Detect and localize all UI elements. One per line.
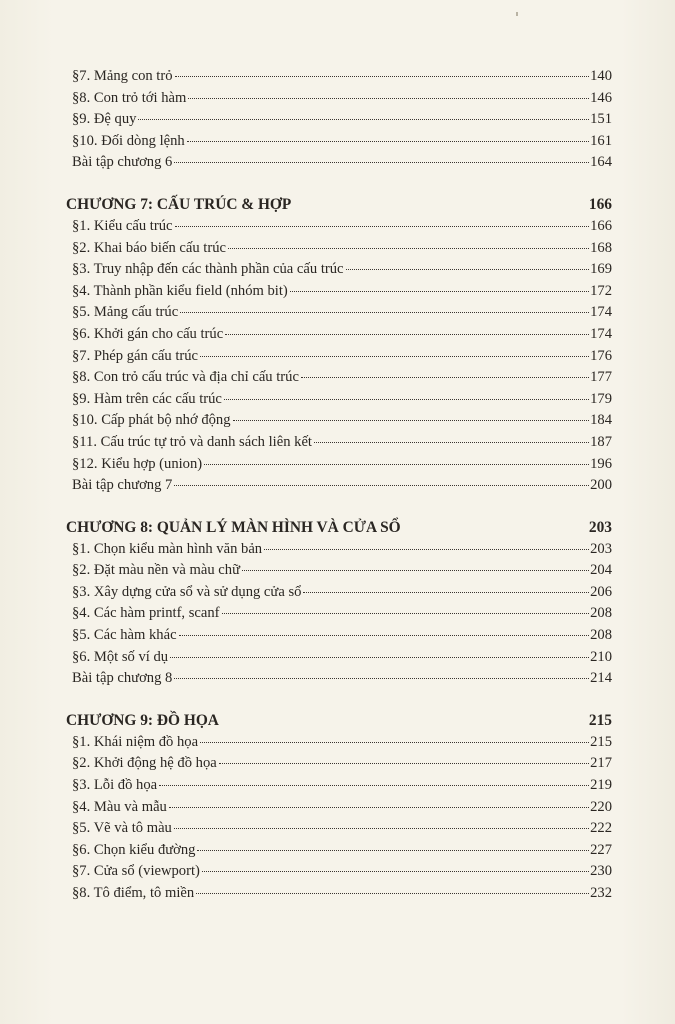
toc-entry-title: Bài tập chương 7 xyxy=(72,477,173,494)
toc-entry-page: 206 xyxy=(590,583,612,600)
dot-leader xyxy=(225,334,589,335)
toc-entry-title: §6. Khởi gán cho cấu trúc xyxy=(72,325,224,342)
chapter-page: 215 xyxy=(588,711,612,729)
toc-entry-page: 187 xyxy=(590,433,612,450)
toc-entry xyxy=(66,152,612,174)
toc-entry-page: 179 xyxy=(590,390,612,407)
toc-entry-title: §7. Cửa sổ (viewport) xyxy=(72,863,200,880)
toc-entry-page: 146 xyxy=(590,89,612,106)
toc-entry-title: §4. Màu và mẫu xyxy=(72,798,167,815)
dot-leader xyxy=(174,162,589,163)
toc-entry xyxy=(66,259,612,281)
toc-entry xyxy=(66,560,612,582)
toc-entry xyxy=(66,775,612,797)
chapter9-section xyxy=(66,710,612,905)
toc-entry xyxy=(66,88,612,110)
dot-leader xyxy=(202,871,589,872)
toc-entry-title: §4. Thành phần kiểu field (nhóm bit) xyxy=(72,282,288,299)
toc-entry xyxy=(66,539,612,561)
toc-entry-page: 220 xyxy=(590,798,612,815)
toc-entry-title: §1. Khái niệm đồ họa xyxy=(72,733,199,750)
chapter-heading xyxy=(66,710,612,732)
chapter6-section xyxy=(66,66,612,174)
toc-entry xyxy=(66,647,612,669)
toc-entry-title: §7. Mảng con trỏ xyxy=(72,68,173,84)
chapter-title: CHƯƠNG 7: CẤU TRÚC & HỢP xyxy=(66,195,292,213)
toc-entry-title: §10. Cấp phát bộ nhớ động xyxy=(72,412,231,429)
toc-entry-title: §10. Đối dòng lệnh xyxy=(72,132,185,149)
toc-entry xyxy=(66,367,612,389)
toc-entry-title: §12. Kiểu hợp (union) xyxy=(72,455,203,472)
toc-entry xyxy=(66,66,612,88)
toc-entry xyxy=(66,753,612,775)
dot-leader xyxy=(224,399,589,400)
toc-entry xyxy=(66,302,612,324)
dot-leader xyxy=(204,464,589,465)
dot-leader xyxy=(200,356,589,357)
dot-leader xyxy=(159,785,589,786)
toc-entry-page: 174 xyxy=(590,325,612,342)
toc-entry-page: 200 xyxy=(590,477,612,494)
toc-entry-page: 168 xyxy=(590,239,612,256)
toc-entry xyxy=(66,454,612,476)
dot-leader xyxy=(346,269,590,270)
toc-entry-page: 222 xyxy=(590,820,612,837)
dot-leader xyxy=(174,828,589,829)
toc-entry-page: 164 xyxy=(590,154,612,171)
toc-entry-page: 210 xyxy=(590,648,612,665)
toc-entry-title: §8. Tô điểm, tô miền xyxy=(72,885,195,901)
dot-leader xyxy=(233,420,590,421)
toc-entry-page: 215 xyxy=(590,733,612,750)
dot-leader xyxy=(242,570,589,571)
dot-leader xyxy=(200,742,589,743)
dot-leader xyxy=(179,635,590,636)
chapter-page: 203 xyxy=(588,518,612,536)
toc-entry-title: §2. Đặt màu nền và màu chữ xyxy=(72,562,240,579)
toc-entry xyxy=(66,216,612,238)
dot-leader xyxy=(290,291,589,292)
toc-entry xyxy=(66,883,612,905)
dot-leader xyxy=(169,807,589,808)
dot-leader xyxy=(174,678,589,679)
chapter-page: 166 xyxy=(588,195,612,213)
dot-leader xyxy=(264,549,589,550)
toc-entry-title: §4. Các hàm printf, scanf xyxy=(72,605,220,622)
chapter-heading xyxy=(66,194,612,216)
toc-entry xyxy=(66,109,612,131)
toc-entry-page: 204 xyxy=(590,562,612,579)
toc-entry-title: §8. Con trỏ cấu trúc và địa chỉ cấu trúc xyxy=(72,369,299,386)
toc-entry-title: §3. Truy nhập đến các thành phần của cấu trúc xyxy=(72,261,344,278)
toc-entry xyxy=(66,861,612,883)
toc-entry-title: §5. Các hàm khác xyxy=(72,627,177,644)
page-mark xyxy=(516,12,518,16)
toc-entry-title: §9. Hàm trên các cấu trúc xyxy=(72,390,222,407)
toc-entry-title: Bài tập chương 8 xyxy=(72,670,173,687)
dot-leader xyxy=(138,119,589,120)
toc-entry-page: 177 xyxy=(590,369,612,386)
toc-entry xyxy=(66,840,612,862)
dot-leader xyxy=(175,76,590,77)
toc-entry-page: 140 xyxy=(590,68,612,84)
toc-entry-title: §11. Cấu trúc tự trỏ và danh sách liên kết xyxy=(72,433,312,450)
toc-entry-page: 230 xyxy=(590,863,612,880)
toc-entry xyxy=(66,818,612,840)
toc-entry xyxy=(66,668,612,690)
toc-entry xyxy=(66,238,612,260)
toc-entry-title: §1. Kiểu cấu trúc xyxy=(72,217,173,234)
toc-entry-page: 196 xyxy=(590,455,612,472)
toc-entry xyxy=(66,797,612,819)
dot-leader xyxy=(197,850,589,851)
toc-entry xyxy=(66,389,612,411)
toc-entry-page: 161 xyxy=(590,132,612,149)
toc-entry-page: 217 xyxy=(590,755,612,772)
toc-entry-page: 176 xyxy=(590,347,612,364)
chapter7-section xyxy=(66,194,612,497)
toc-entry xyxy=(66,625,612,647)
toc-entry-page: 169 xyxy=(590,261,612,278)
toc-entry xyxy=(66,603,612,625)
toc-entry-title: §8. Con trỏ tới hàm xyxy=(72,89,187,106)
toc-entry-page: 166 xyxy=(590,217,612,234)
toc-entry xyxy=(66,732,612,754)
toc-entry xyxy=(66,582,612,604)
chapter-heading xyxy=(66,517,612,539)
toc-entry-title: §6. Chọn kiểu đường xyxy=(72,841,196,858)
dot-leader xyxy=(170,657,589,658)
dot-leader xyxy=(175,226,590,227)
toc-entry-page: 208 xyxy=(590,627,612,644)
toc-entry-page: 208 xyxy=(590,605,612,622)
dot-leader xyxy=(303,592,589,593)
toc-entry-title: §3. Lỗi đồ họa xyxy=(72,777,158,794)
toc-entry-page: 227 xyxy=(590,841,612,858)
toc-entry-title: §5. Vẽ và tô màu xyxy=(72,820,172,837)
dot-leader xyxy=(228,248,589,249)
toc-entry xyxy=(66,131,612,153)
toc-entry-page: 214 xyxy=(590,670,612,687)
chapter-title: CHƯƠNG 8: QUẢN LÝ MÀN HÌNH VÀ CỬA SỔ xyxy=(66,518,401,536)
chapter-title: CHƯƠNG 9: ĐỒ HỌA xyxy=(66,711,219,729)
toc-entry-title: §9. Đệ quy xyxy=(72,111,137,128)
toc-entry-page: 232 xyxy=(590,885,612,901)
toc-entry xyxy=(66,432,612,454)
toc-entry-page: 203 xyxy=(590,540,612,557)
toc-entry-title: §2. Khai báo biến cấu trúc xyxy=(72,239,226,256)
toc-entry-page: 219 xyxy=(590,777,612,794)
toc-entry xyxy=(66,475,612,497)
dot-leader xyxy=(222,613,590,614)
toc-entry-title: §6. Một số ví dụ xyxy=(72,648,169,665)
toc-entry-title: Bài tập chương 6 xyxy=(72,154,173,171)
toc-entry-page: 172 xyxy=(590,282,612,299)
toc-entry xyxy=(66,324,612,346)
dot-leader xyxy=(301,377,589,378)
toc-entry-page: 174 xyxy=(590,304,612,321)
toc-entry xyxy=(66,281,612,303)
toc-entry-title: §1. Chọn kiểu màn hình văn bản xyxy=(72,540,263,557)
toc-entry-page: 184 xyxy=(590,412,612,429)
toc-entry-title: §3. Xây dựng cửa sổ và sử dụng cửa sổ xyxy=(72,583,302,600)
dot-leader xyxy=(180,312,589,313)
toc-entry-title: §7. Phép gán cấu trúc xyxy=(72,347,199,364)
dot-leader xyxy=(174,485,589,486)
chapter8-section xyxy=(66,517,612,690)
dot-leader xyxy=(219,763,589,764)
toc-entry xyxy=(66,410,612,432)
toc-entry-title: §5. Mảng cấu trúc xyxy=(72,304,179,321)
dot-leader xyxy=(188,98,589,99)
dot-leader xyxy=(314,442,589,443)
dot-leader xyxy=(196,893,589,894)
dot-leader xyxy=(187,141,589,142)
toc-entry-title: §2. Khởi động hệ đồ họa xyxy=(72,755,217,772)
toc-entry xyxy=(66,346,612,368)
table-of-contents xyxy=(66,66,612,905)
toc-entry-page: 151 xyxy=(590,111,612,128)
